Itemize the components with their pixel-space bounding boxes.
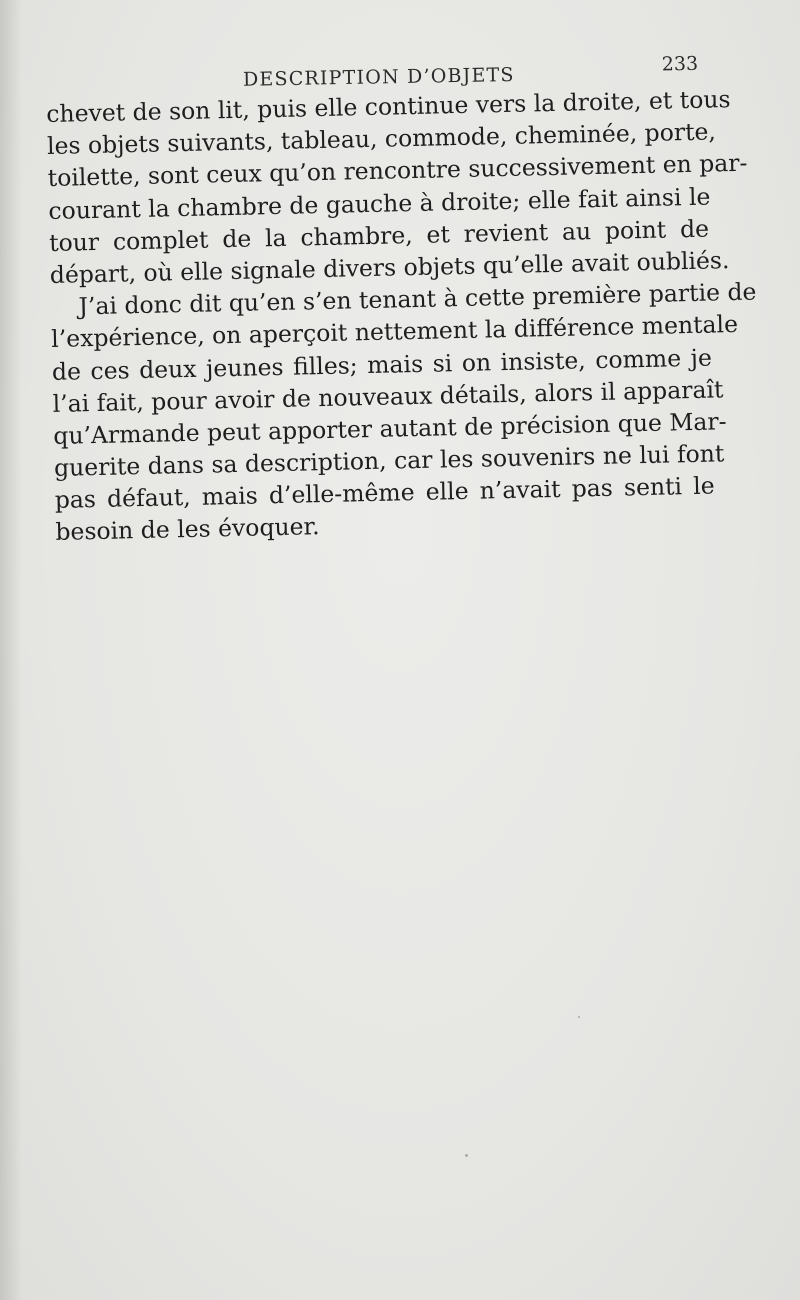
text-line: guerite dans sa description, car les souvenirs ne lui font xyxy=(53,439,725,482)
text-line: l’expérience, on aperçoit nettement la différence mentale xyxy=(50,310,739,354)
text-line: toilette, sont ceux qu’on rencontre successivement en par- xyxy=(47,149,748,193)
text-line: départ, où elle signale divers objets qu’elle avait oubliés. xyxy=(49,246,730,289)
page-number: 233 xyxy=(661,52,699,76)
body-text xyxy=(46,84,757,549)
paper-speck xyxy=(578,1016,580,1018)
paragraph-last-line: besoin de les évoquer. xyxy=(55,512,320,547)
text-line: l’ai fait, pour avoir de nouveaux détails, alors il apparaît xyxy=(52,374,724,418)
text-line: tour complet de la chambre, et revient au point de xyxy=(48,214,710,257)
text-line: courant la chambre de gauche à droite; elle fait ainsi le xyxy=(48,182,711,225)
running-title: DESCRIPTION D’OBJETS xyxy=(242,64,515,91)
text-line: les objets suivants, tableau, commode, cheminée, porte, xyxy=(46,117,717,161)
text-line: pas défaut, mais d’elle-même elle n’avait pas senti le xyxy=(54,471,715,515)
page-gutter-shadow xyxy=(0,0,22,1300)
text-line: de ces deux jeunes filles; mais si on insiste, comme je xyxy=(51,343,713,386)
paper-speck xyxy=(465,1154,468,1157)
text-line: qu’Armande peut apporter autant de précision que Mar- xyxy=(53,407,727,450)
text-line: chevet de son lit, puis elle continue vers la droite, et tous xyxy=(46,85,731,128)
paragraph-first-line: J’ai donc dit qu’en s’en tenant à cette première partie de xyxy=(78,277,757,321)
